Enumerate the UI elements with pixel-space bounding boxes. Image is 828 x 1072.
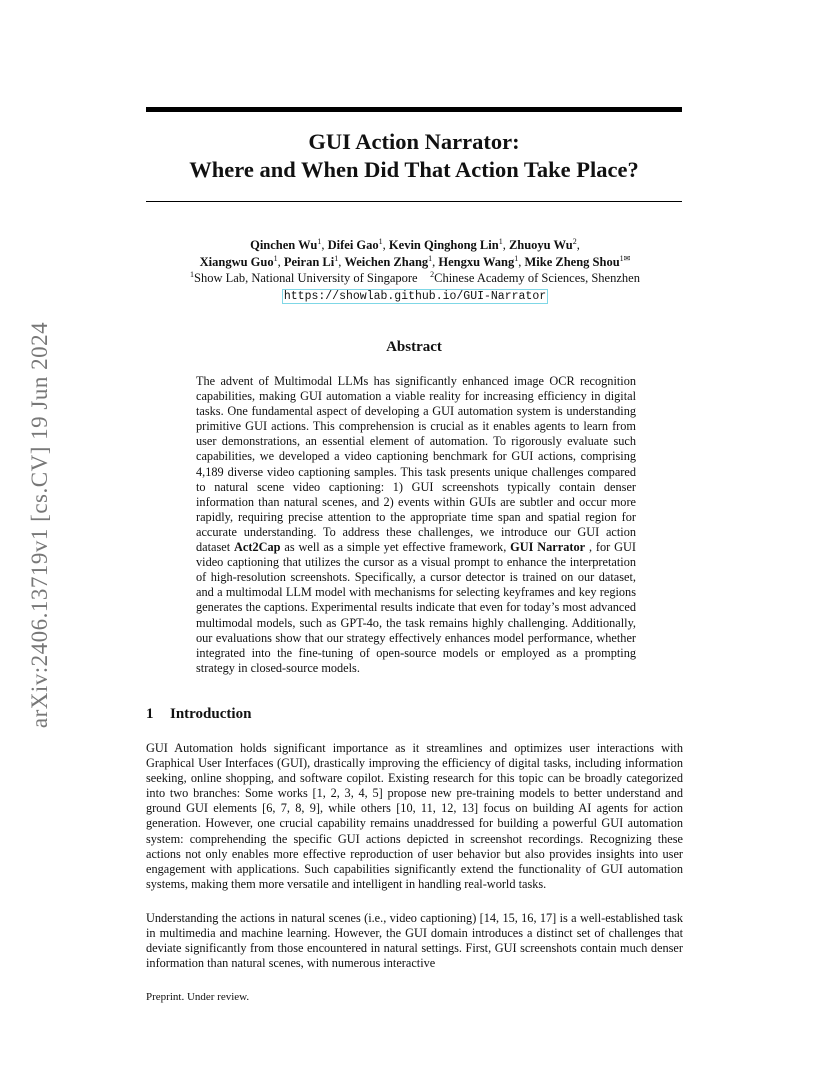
- author-affiliation-mark: 1✉: [619, 253, 631, 263]
- section-number: 1: [146, 706, 154, 722]
- paper-title: [146, 128, 682, 184]
- preprint-footer: Preprint. Under review.: [146, 991, 250, 1003]
- arxiv-side-stamp: [22, 290, 58, 760]
- author-name: Difei Gao: [327, 238, 379, 252]
- project-url-link[interactable]: https://showlab.github.io/GUI-Narrator: [283, 289, 547, 303]
- author-name: Qinchen Wu: [250, 238, 318, 252]
- arxiv-identifier: arXiv:2406.13719v1 [cs.CV] 19 Jun 2024: [27, 321, 52, 729]
- author-affiliation-mark: 1: [514, 253, 519, 263]
- author-affiliation-mark: 1: [334, 253, 339, 263]
- author-name: Weichen Zhang: [344, 254, 429, 269]
- title-line-2: Where and When Did That Action Take Place?: [189, 157, 639, 182]
- author-name: Zhuoyu Wu: [508, 238, 573, 252]
- author-affiliation-mark: 1: [317, 237, 322, 246]
- author-affiliation-mark: 1: [428, 253, 433, 263]
- intro-paragraph-1: GUI Automation holds significant importance as it streamlines and optimizes user interactions with Graphical User Interfaces (GUI), drastically improving the efficiency of digital tasks, including information seeking, online shopping, and software copilot. Existing research for this topic can be broadly categorized into two branches: Some works [1, 2, 3, 4, 5] propose new pre-training models to better understand and ground GUI elements [6, 7, 8, 9], while others [10, 11, 12, 13] focus on building AI agents for action generation. However, one crucial capability remains unaddressed for building a powerful GUI automation system: comprehending the specific GUI actions depicted in screenshot recordings. Recognizing these actions not only enables more effective reproduction of user behavior but also provides insights into user engagement with applications. Such capabilities significantly extend the functionality of GUI automation systems, making them more versatile and intelligent in handling real-world tasks.: [146, 741, 683, 891]
- affiliation-2: Chinese Academy of Sciences, Shenzhen: [434, 271, 640, 285]
- dataset-name: Act2Cap: [234, 540, 281, 555]
- author-affiliation-mark: 1: [273, 253, 278, 263]
- author-affiliation-mark: 1: [378, 237, 383, 246]
- author-line-2: Xiangwu Guo$^1$, Peiran Li$^1$, Weichen Zhang$^1$, Hengxu Wang$^1$, Mike Zheng Shou$^{1✉}$: [199, 253, 631, 269]
- title-rule-bottom: [146, 201, 682, 202]
- author-affiliation-mark: 2: [572, 237, 577, 246]
- intro-paragraph-2: Understanding the actions in natural scenes (i.e., video captioning) [14, 15, 16, 17] is a well-established task in multimedia and machine learning. However, the GUI domain introduces a distinct set of challenges that deviate significantly from those encountered in natural settings. First, GUI screenshots contain much denser information than natural scenes, with numerous interactive: [146, 911, 683, 971]
- affiliations: $^1$Show Lab, National University of Singapore $^2$Chinese Academy of Sciences, Shenzhen: [190, 270, 640, 285]
- abstract-heading: Abstract: [386, 339, 442, 355]
- title-line-1: GUI Action Narrator:: [308, 129, 520, 154]
- author-affiliation-mark: 1: [498, 237, 503, 246]
- author-name: Xiangwu Guo: [199, 254, 274, 269]
- affiliation-1: Show Lab, National University of Singapore: [194, 271, 418, 285]
- title-rule-top: [146, 107, 682, 112]
- section-heading-introduction: [146, 706, 251, 723]
- author-name: Kevin Qinghong Lin: [388, 238, 499, 252]
- author-line-1: Qinchen Wu$^1$, Difei Gao$^1$, Kevin Qinghong Lin$^1$, Zhuoyu Wu$^2$,: [250, 237, 580, 252]
- author-name: Hengxu Wang: [438, 254, 515, 269]
- author-name: Mike Zheng Shou: [524, 254, 620, 269]
- author-block: [120, 237, 710, 305]
- section-title: Introduction: [170, 706, 252, 722]
- author-name: Peiran Li: [283, 254, 335, 269]
- framework-name: GUI Narrator: [510, 540, 586, 555]
- abstract-text: The advent of Multimodal LLMs has significantly enhanced image OCR recognition capabilities, making GUI automation a viable reality for increasing efficiency in digital tasks. One fundamental aspect of developing a GUI automation system is understanding primitive GUI actions. This comprehension is crucial as it enables agents to learn from user demonstrations, an essential element of automation. To rigorously evaluate such capabilities, we developed a video captioning benchmark for GUI actions, comprising 4,189 diverse video captioning samples. This task presents unique challenges compared to natural scene video captioning: 1) GUI screenshots typically contain denser information than natural scenes, and 2) events within GUIs are subtler and occur more rapidly, requiring precise attention to the appropriate time span and spatial region for accurate understanding. To address these challenges, we introduce our GUI action dataset Act2Cap as well as a simple yet effective framework, GUI Narrator , for GUI video captioning that utilizes the cursor as a visual prompt to enhance the interpretation of high-resolution screenshots. Specifically, a cursor detector is trained on our dataset, and a multimodal LLM model with mechanisms for selecting keyframes and key regions generates the captions. Experimental results indicate that even for today’s most advanced multimodal models, such as GPT-4o, the task remains highly challenging. Additionally, our evaluations show that our strategy effectively enhances model performance, whether integrated into the fine-tuning of open-source models or employed as a prompting strategy in closed-source models.: [196, 374, 636, 675]
